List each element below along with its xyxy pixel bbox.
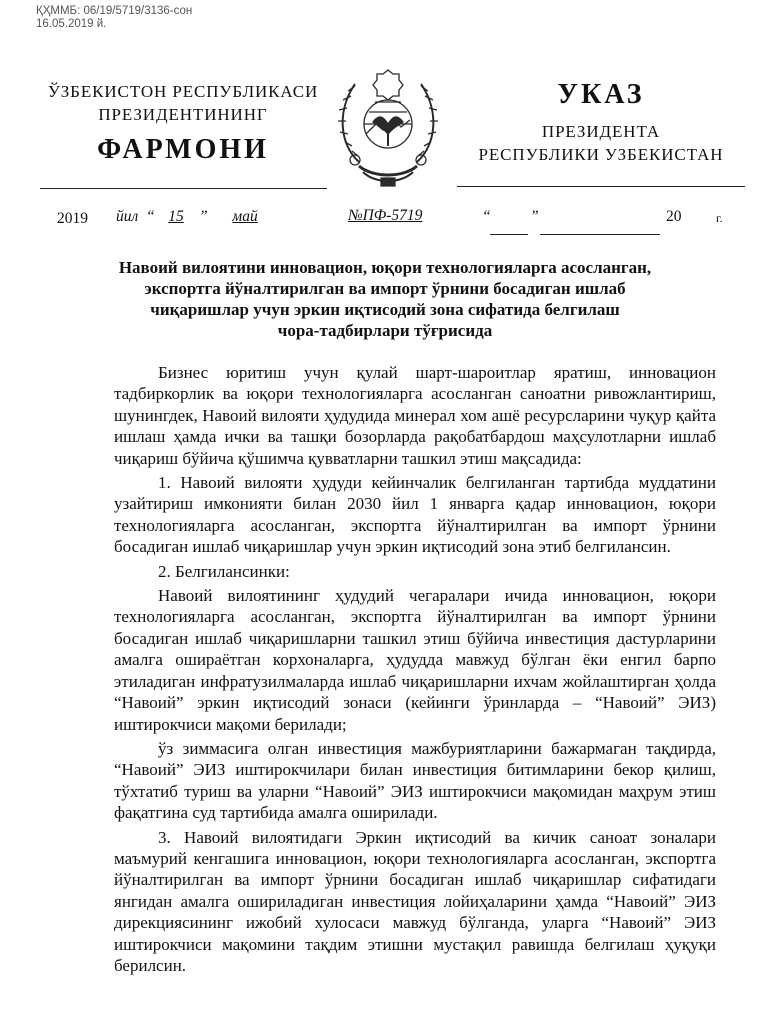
document-title	[80, 257, 690, 341]
header-uzbek-line2: ПРЕЗИДЕНТИНИНГ	[98, 105, 268, 124]
right-month-blank	[540, 221, 660, 235]
decree-month: май	[232, 208, 258, 225]
document-body	[114, 362, 716, 979]
item-2-paragraph-1: Навоий вилоятининг ҳудудий чегаралари ичида инновацион, юқори технологияларга асосланган, экспортга йўналтирилган ва импорт ўрнини босадиган ишлаб чиқаришларни ташкил этиш бўйича инвестиция дастурларини амалга ошираётган корхоналарга, ҳудудда мавжуд бўлган ёки енгил барпо этиладиган инфратузилмаларда ишлаб чиқаришларни ихчам жойлаштирган ҳолда “Навоий” эркин иқтисодий зонаси (кейинги ўринларда – “Навоий” ЭИЗ) иштирокчиси мақоми берилади;	[114, 586, 716, 734]
header-russian-line2: ПРЕЗИДЕНТА	[541, 122, 661, 141]
header-russian-line3: РЕСПУБЛИКИ УЗБЕКИСТАН	[478, 145, 724, 164]
title-line-4: чора-тадбирлари тўғрисида	[277, 321, 493, 340]
day-quote-open: “	[146, 208, 155, 225]
header-left-rule	[40, 188, 327, 189]
title-line-2: экспортга йўналтирилган ва импорт ўрнини босадиган ишлаб	[144, 279, 626, 298]
header-right-rule	[457, 186, 745, 187]
header-uzbek-line1: ЎЗБЕКИСТОН РЕСПУБЛИКАСИ	[47, 82, 319, 101]
item-2-heading: 2. Белгилансинки:	[158, 561, 290, 581]
title-line-3: чиқаришлар учун эркин иқтисодий зона сифатида белгилаш	[150, 300, 620, 319]
preamble-paragraph: Бизнес юритиш учун қулай шарт-шароитлар яратиш, инновацион тадбиркорлик ва юқори технологияларга асосланган саноатни ривожлантириш, шунингдек, Навоий вилояти ҳудудида минерал хом ашё ресурсларини чуқур қайта ишлаш ҳамда ички ва ташқи бозорларда рақобатбардош маҳсулотларни ишлаб чиқариш бўйича қўшимча қувватларни ташкил этиш мақсадида:	[114, 363, 716, 468]
date-number-line	[0, 208, 768, 232]
day-quote-close: ”	[199, 208, 208, 225]
decree-number: №ПФ-5719	[348, 207, 423, 224]
decree-year: 2019	[57, 210, 88, 227]
header-uzbek-title: ФАРМОНИ	[97, 134, 269, 165]
header-uzbek	[40, 80, 326, 166]
item-1-paragraph: 1. Навоий вилояти ҳудуди кейинчалик белгиланган тартибда муддатини узайтириш имконияти билан 2030 йил 1 январга қадар инновацион, юқори технологияларга асосланган, экспортга йўналтирилган ва импорт ўрнини босадиган ишлаб чиқаришлар учун эркин иқтисодий зона этиб белгилансин.	[114, 473, 716, 557]
uzbekistan-state-emblem-icon	[333, 66, 443, 192]
right-day-blank	[490, 221, 528, 235]
item-2-paragraph-2: ўз зиммасига олган инвестиция мажбуриятларини бажармаган тақдирда, “Навоий” ЭИЗ иштирокчилари билан инвестиция битимларини бекор қилиш, тўхтатиб туриш ва уларни “Навоий” ЭИЗ иштирокчиси мақомидан маҳрум этиш фақатгина суд тартибида амалга оширилади.	[114, 738, 716, 823]
title-line-1: Навоий вилоятини инновацион, юқори технологияларга асосланган,	[118, 258, 652, 277]
registration-number: ҚҲММБ: 06/19/5719/3136-сон	[36, 5, 193, 17]
right-quote-close: ”	[530, 208, 539, 225]
item-3-paragraph: 3. Навоий вилоятидаги Эркин иқтисодий ва кичик саноат зоналари маъмурий кенгашига инновацион, юқори технологияларга асосланган, экспортга йўналтирилган ва импорт ўрнини босадиган ишлаб чиқаришлар сифатидаги янгидан амалга ошириладиган инвестиция лойиҳаларини ҳамда “Навоий” ЭИЗ дирекциясининг ижобий хулосаси мавжуд бўлганда, уларга “Навоий” ЭИЗ иштирокчиси мақомини тақдим этишни мустақил равишда белгилаш ҳуқуқи берилсин.	[114, 827, 716, 975]
registration-date: 16.05.2019 й.	[36, 18, 107, 30]
registration-stamp	[36, 5, 192, 31]
header-russian	[457, 80, 745, 166]
decree-day: 15	[168, 208, 184, 225]
right-quote-open: “	[482, 208, 491, 225]
right-year-suffix: г.	[716, 211, 723, 225]
right-year: 20	[666, 208, 682, 225]
header-russian-title: УКАЗ	[557, 79, 645, 110]
year-word: йил	[116, 208, 139, 225]
